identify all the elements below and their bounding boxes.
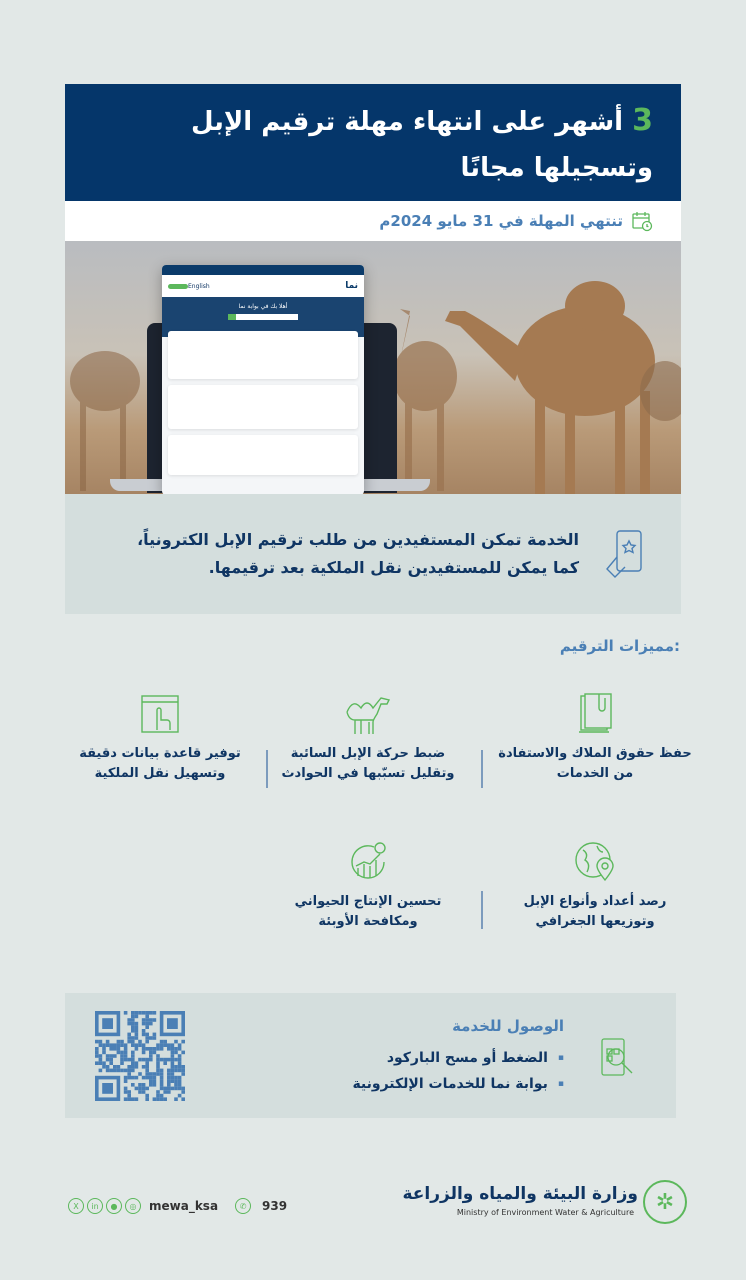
feature-item [495,836,695,932]
documents-icon [575,692,615,736]
qr-code[interactable] [95,1011,185,1101]
headline-line1: أشهر على انتهاء مهلة ترقيم الإبل [190,107,633,137]
feature-item [268,688,468,784]
feature-text: ضبط حركة الإبل السائبة وتقليل تسبّبها في الحوادث [281,746,455,781]
headline-banner [65,84,681,201]
browser-click-icon [139,692,181,736]
ministry-name-ar: وزارة البيئة والمياه والزراعة [402,1184,638,1204]
portal-language: English [188,282,210,290]
camel-icon [343,692,393,736]
x-icon[interactable]: X [68,1198,84,1214]
divider [266,750,268,788]
feature-item [495,688,695,784]
feature-text: توفير قاعدة بيانات دقيقة وتسهيل نقل الملكية [79,746,241,781]
divider [481,750,483,788]
linkedin-icon[interactable]: in [87,1198,103,1214]
access-title: الوصول للخدمة [452,1017,564,1035]
snapchat-icon[interactable]: ● [106,1198,122,1214]
service-description [65,494,681,614]
feature-item [268,836,468,932]
ministry-name-en: Ministry of Environment Water & Agriculture [456,1208,634,1217]
growth-chart-icon [346,840,390,884]
phone-qr-search-icon [598,1037,638,1079]
feature-text: تحسين الإنتاج الحيواني ومكافحة الأوبئة [294,894,442,929]
portal-welcome: أهلا بك في بوابة نما [238,303,288,310]
deadline-text: تنتهي المهلة في 31 مايو 2024م [379,212,623,230]
hero-photo [65,241,681,494]
globe-pin-icon [573,840,617,884]
access-list [352,1045,564,1097]
social-links [68,1198,287,1214]
description-line2: كما يمكن للمستفيدين نقل الملكية بعد ترقيمها. [208,558,579,577]
description-line1: الخدمة تمكن المستفيدين من طلب ترقيم الإبل الكترونياً، [137,530,579,549]
headline-line2: وتسجيلها مجانًا [460,153,653,183]
feature-text: حفظ حقوق الملاك والاستفادة من الخدمات [498,746,692,781]
feature-item [60,688,260,784]
portal-screen [162,265,364,494]
service-access-box [65,993,676,1118]
phone-number[interactable]: 939 [262,1199,288,1213]
deadline-bar [65,201,681,241]
instagram-icon[interactable]: ◎ [125,1198,141,1214]
feature-text: رصد أعداد وأنواع الإبل وتوزيعها الجغرافي [523,894,667,929]
months-number: 3 [632,103,653,138]
ministry-emblem-icon: ✲ [643,1180,687,1224]
features-title: مميزات الترقيم: [559,637,680,655]
access-item: ▪ بوابة نما للخدمات الإلكترونية [352,1071,564,1097]
access-item: ▪ الضغط أو مسح الباركود [352,1045,564,1071]
phone-icon: ✆ [235,1198,251,1214]
social-handle[interactable]: mewa_ksa [149,1199,219,1213]
calendar-clock-icon [631,210,653,232]
divider [481,891,483,929]
hand-phone-star-icon [603,527,653,581]
portal-brand: نما [345,281,358,291]
